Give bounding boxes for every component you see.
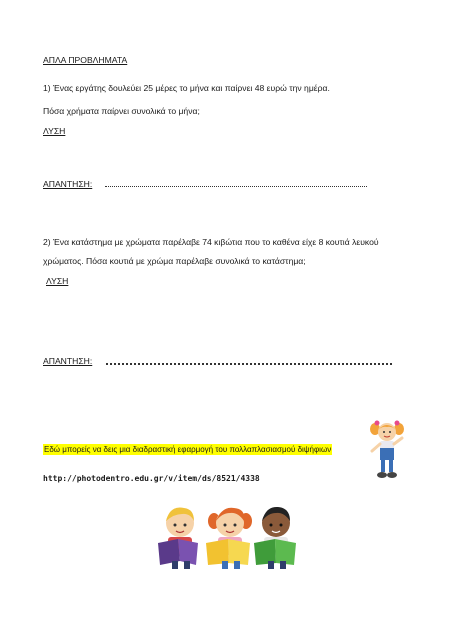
problem-1-solution-label: ΛΥΣΗ: [43, 126, 66, 136]
worksheet-title: ΑΠΛΑ ΠΡΟΒΛΗΜΑΤΑ: [43, 55, 128, 65]
problem-1-line-1: 1) Ένας εργάτης δουλεύει 25 μέρες το μήνα και παίρνει 48 ευρώ την ημέρα.: [43, 83, 330, 93]
problem-2-line-1: 2) Ένα κατάστημα με χρώματα παρέλαβε 74 κιβώτια που το καθένα είχε 8 κουτιά λευκού: [43, 237, 379, 247]
problem-1-answer-line: [105, 186, 367, 187]
cartoon-girl-clipart: [366, 418, 408, 480]
problem-2-answer-line: [106, 363, 392, 365]
problem-1-line-2: Πόσα χρήματα παίρνει συνολικά το μήνα;: [43, 106, 200, 116]
interactive-app-link-text[interactable]: Εδώ μπορείς να δεις μια διαδραστική εφαρμογή του πολλαπλασιασμού διψήφιων: [44, 445, 332, 454]
photodentro-url[interactable]: http://photodentro.edu.gr/v/item/ds/8521/4338: [43, 474, 260, 483]
child-dark-hair-boy: [254, 507, 296, 569]
problem-1-answer-label: ΑΠΑΝΤΗΣΗ:: [43, 179, 93, 189]
child-red-hair-girl: [206, 508, 252, 569]
problem-2-solution-label: ΛΥΣΗ: [46, 276, 69, 286]
child-blond-boy: [158, 508, 198, 569]
problem-2-answer-label: ΑΠΑΝΤΗΣΗ:: [43, 356, 93, 366]
problem-2-line-2: χρώματος. Πόσα κουτιά με χρώμα παρέλαβε συνολικά το κατάστημα;: [43, 256, 306, 266]
children-reading-books-clipart: [156, 503, 300, 571]
